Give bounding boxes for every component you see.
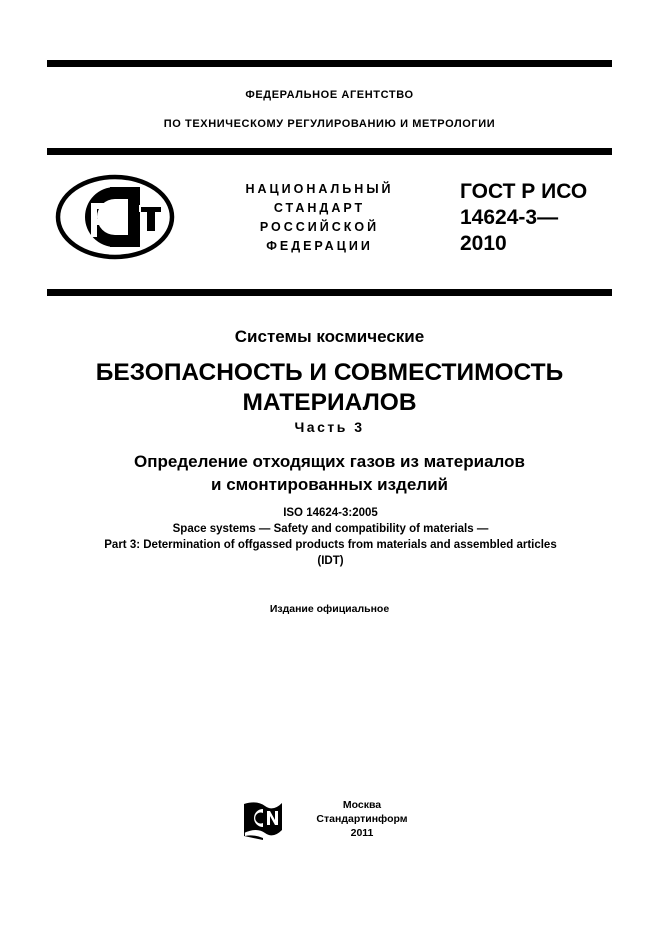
document-description — [47, 450, 612, 496]
iso-reference — [27, 505, 634, 569]
document-title — [47, 358, 612, 418]
divider-bottom — [47, 289, 612, 296]
document-description-line-1: Определение отходящих газов из материалов — [134, 452, 525, 471]
agency-name-line-1: ФЕДЕРАЛЬНОЕ АГЕНТСТВО — [245, 89, 414, 101]
national-standard-heading — [202, 180, 437, 256]
standard-number-line-1: ГОСТ Р ИСО — [460, 180, 588, 203]
imprint-text — [297, 798, 427, 840]
divider-top — [47, 60, 612, 67]
divider-middle — [47, 148, 612, 155]
publisher-name: Стандартинформ — [316, 813, 408, 825]
national-standard-line-1: НАЦИОНАЛЬНЫЙ — [245, 182, 394, 196]
standard-number-line-3: 2010 — [460, 232, 507, 255]
official-edition-note: Издание официальное — [269, 603, 390, 615]
publisher-city: Москва — [342, 799, 382, 811]
iso-reference-line-1: ISO 14624-3:2005 — [283, 507, 378, 519]
iso-reference-line-2: Space systems — Safety and compatibility of materials — — [172, 523, 489, 535]
document-title-line-1: БЕЗОПАСНОСТЬ И СОВМЕСТИМОСТЬ — [95, 359, 564, 386]
iso-reference-line-3: Part 3: Determination of offgassed products from materials and assembled articles — [104, 539, 557, 551]
document-subtitle: Системы космические — [234, 327, 425, 346]
part-designator: Часть 3 — [294, 419, 365, 435]
standard-number-line-2: 14624-3— — [460, 206, 559, 229]
national-standard-line-3: РОССИЙСКОЙ — [259, 220, 380, 234]
national-standard-line-4: ФЕДЕРАЦИИ — [266, 239, 373, 253]
document-description-line-2: и смонтированных изделий — [211, 475, 448, 494]
standartinform-logo-icon — [241, 800, 287, 842]
publication-year: 2011 — [350, 827, 374, 839]
iso-reference-line-4: (IDT) — [317, 555, 344, 567]
gost-r-certification-mark-icon — [55, 173, 175, 261]
agency-name-line-2: ПО ТЕХНИЧЕСКОМУ РЕГУЛИРОВАНИЮ И МЕТРОЛОГИИ — [163, 118, 496, 130]
national-standard-line-2: СТАНДАРТ — [273, 201, 366, 215]
standard-number — [460, 179, 660, 257]
standard-identity-band — [47, 168, 612, 283]
publisher-block — [47, 798, 612, 858]
document-title-line-2: МАТЕРИАЛОВ — [242, 389, 417, 416]
